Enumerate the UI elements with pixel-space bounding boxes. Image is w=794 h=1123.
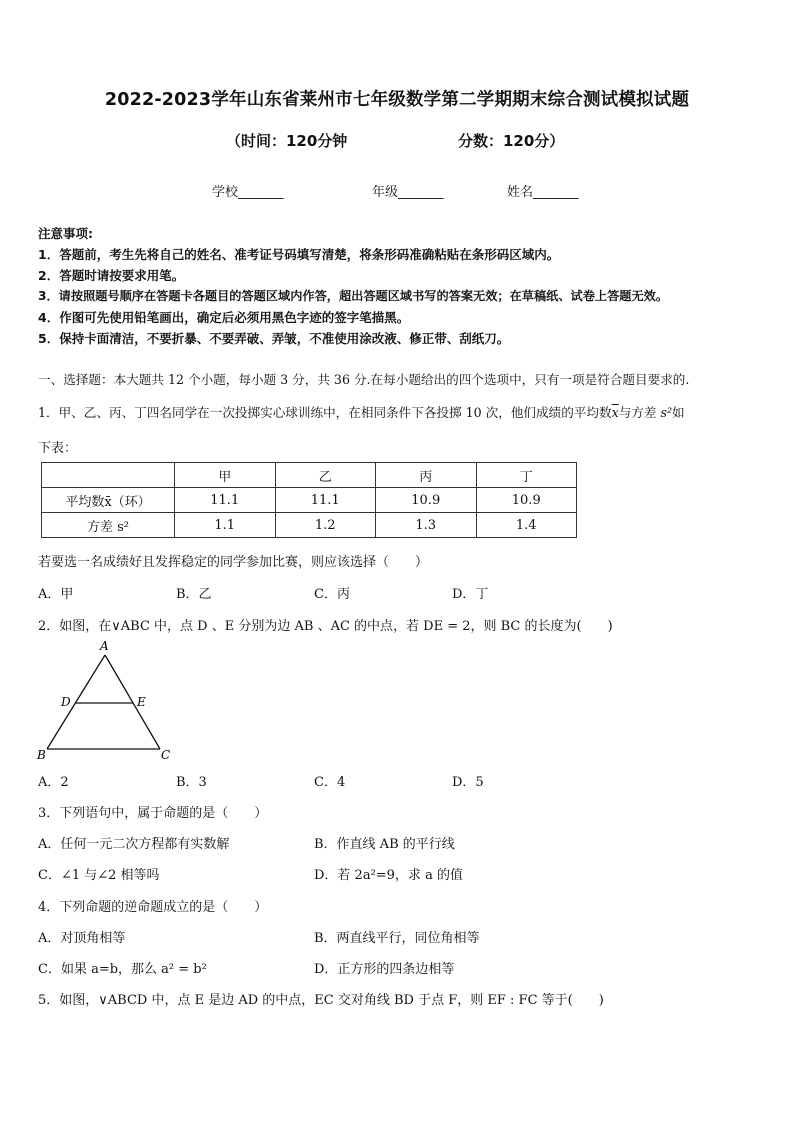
q4-option-d: D．正方形的四条边相等 — [314, 962, 455, 977]
q1-stem-c: 如 — [672, 405, 685, 420]
side-ac — [105, 655, 160, 749]
exam-time: （时间：120分钟 — [226, 132, 348, 150]
table-cell: 1.1 — [175, 513, 276, 538]
table-cell: 1.4 — [476, 513, 577, 538]
table-cell: 丁 — [476, 463, 577, 488]
q1-question: 若要选一名成绩好且发挥稳定的同学参加比赛，则应该选择（ ） — [38, 555, 429, 570]
q1-option-b: B．乙 — [176, 587, 212, 602]
q2-option-a: A．2 — [38, 775, 69, 790]
school-field: 学校_______ — [212, 185, 284, 200]
table-cell: 11.1 — [175, 488, 276, 513]
q1-stem — [38, 402, 685, 421]
exam-title: 2022-2023学年山东省莱州市七年级数学第二学期期末综合测试模拟试题 — [104, 90, 690, 110]
side-ab — [47, 655, 105, 749]
exam-score: 分数：120分） — [458, 132, 565, 150]
triangle-figure — [34, 637, 184, 765]
q1-option-d: D．丁 — [452, 587, 489, 602]
table-cell: 10.9 — [476, 488, 577, 513]
q4-stem: 4．下列命题的逆命题成立的是（ ） — [38, 900, 268, 915]
table-header-row — [42, 463, 577, 488]
table-cell: 1.2 — [275, 513, 376, 538]
q2-stem: 2．如图，在∨ABC 中，点 D 、E 分别为边 AB 、AC 的中点，若 DE = 2，则 BC 的长度为( ) — [38, 619, 613, 634]
q2-option-b: B．3 — [176, 775, 207, 790]
xbar-symbol: $\overline{x}$ — [611, 405, 619, 420]
q1-option-c: C．丙 — [314, 587, 350, 602]
table-cell: 1.3 — [376, 513, 477, 538]
notice-item: 2．答题时请按要求用笔。 — [38, 268, 185, 283]
notice-item: 1．答题前，考生先将自己的姓名、准考证号码填写清楚，将条形码准确粘贴在条形码区域内。 — [38, 247, 560, 262]
s2-symbol: s² — [660, 405, 672, 420]
q1-stem-a: 1．甲、乙、丙、丁四名同学在一次投掷实心球训练中，在相同条件下各投掷 10 次，他们成绩的平均数 — [38, 405, 612, 420]
q4-option-b: B．两直线平行，同位角相等 — [314, 931, 480, 946]
name-field: 姓名_______ — [507, 185, 579, 200]
label-d: D — [61, 695, 71, 709]
q3-option-d: D．若 2a²=9，求 a 的值 — [314, 868, 463, 883]
q2-option-d: D．5 — [452, 775, 484, 790]
notice-item: 5．保持卡面清洁，不要折暴、不要弄破、弄皱，不准使用涂改液、修正带、刮纸刀。 — [38, 331, 510, 346]
q1-option-a: A．甲 — [38, 587, 74, 602]
q3-option-b: B．作直线 AB 的平行线 — [314, 837, 455, 852]
notice-heading: 注意事项: — [38, 226, 93, 241]
q4-option-a: A．对顶角相等 — [38, 931, 126, 946]
label-b: B — [37, 748, 46, 762]
table-cell — [42, 463, 175, 488]
table-cell: 11.1 — [275, 488, 376, 513]
q5-stem: 5．如图，∨ABCD 中，点 E 是边 AD 的中点，EC 交对角线 BD 于点 F，则 EF : FC 等于( ) — [38, 993, 604, 1008]
q3-stem: 3．下列语句中，属于命题的是（ ） — [38, 806, 268, 821]
table-row — [42, 513, 577, 538]
table-cell: 10.9 — [376, 488, 477, 513]
q4-option-c: C．如果 a=b，那么 a² = b² — [38, 962, 207, 977]
label-a: A — [100, 639, 109, 653]
q3-option-c: C．∠1 与∠2 相等吗 — [38, 868, 160, 883]
q2-option-c: C．4 — [314, 775, 346, 790]
label-c: C — [161, 748, 171, 762]
table-cell: 甲 — [175, 463, 276, 488]
table-cell: 方差 s² — [42, 513, 175, 538]
q1-stem-b: 与方差 — [618, 405, 657, 420]
table-cell: 平均数x̄（环） — [42, 488, 175, 513]
q1-data-table — [41, 462, 577, 538]
table-row — [42, 488, 577, 513]
label-e: E — [137, 695, 146, 709]
q3-option-a: A．任何一元二次方程都有实数解 — [38, 837, 230, 852]
notice-item: 4．作图可先使用铅笔画出，确定后必须用黑色字迹的签字笔描黑。 — [38, 310, 410, 325]
q1-stem-line2: 下表： — [38, 441, 78, 456]
notice-item: 3．请按照题号顺序在答题卡各题目的答题区域内作答，超出答题区域书写的答案无效；在草稿纸、试卷上答题无效。 — [38, 289, 669, 303]
table-cell: 丙 — [376, 463, 477, 488]
section-heading: 一、选择题：本大题共 12 个小题，每小题 3 分，共 36 分.在每小题给出的四个选项中，只有一项是符合题目要求的. — [38, 372, 690, 387]
grade-field: 年级_______ — [372, 185, 444, 200]
table-cell: 乙 — [275, 463, 376, 488]
